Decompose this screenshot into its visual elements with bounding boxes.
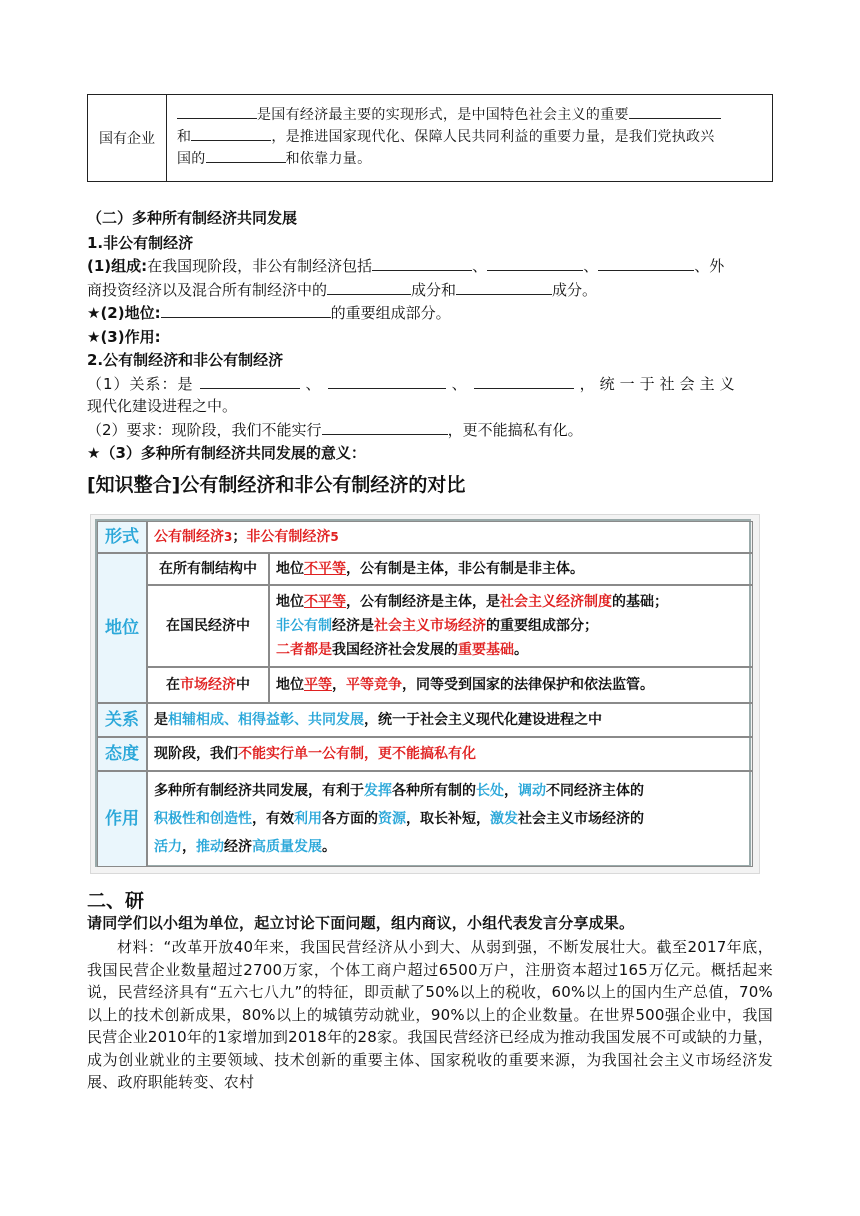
nonpublic-label: 非公有制经济	[246, 529, 331, 545]
fill-blank[interactable]	[328, 374, 446, 389]
highlight: 利用	[294, 811, 322, 827]
composition-line-2	[87, 280, 597, 300]
form-content	[147, 521, 753, 553]
table-header-cell: 国有企业	[88, 95, 167, 181]
fill-blank[interactable]	[177, 104, 257, 119]
material-paragraph: 材料：“改革开放40年来，我国民营经济从小到大、从弱到强，不断发展壮大。截至2017年底，我国民营企业数量超过2700万家，个体工商户超过6500万户，注册资本超过165万亿元。概括起来说，民营经济具有“五六七八九”的特征，即贡献了50%以上的税收，60%以上的国内生产总值，70%以上的技术创新成果，80%以上的城镇劳动就业，90%以上的企业数量。在世界500强企业中，我国民营企业2010年的1家增加到2018年的28家。我国民营经济已经成为推动我国发展不可或缺的力量，成为创业就业的主要领域、技术创新的重要主体、国家税收的重要来源，为我国社会主义市场经济发展、政府职能转变、农村	[87, 938, 773, 1091]
text: 多种所有制经济共同发展，有利于	[154, 783, 364, 799]
requirement-label: （2）要求	[87, 421, 157, 439]
highlight: 不平等	[304, 561, 346, 577]
text: 。	[322, 839, 336, 855]
subsection-title: 1.非公有制经济	[87, 234, 194, 252]
public-count: 3	[224, 530, 233, 544]
comparison-figure	[90, 514, 760, 874]
highlight: 相辅相成、相得益彰、共同发展	[168, 712, 364, 728]
highlight: 非公有制	[276, 618, 332, 634]
text: 经济	[224, 839, 252, 855]
composition-text: 在我国现阶段，非公有制经济包括	[147, 257, 373, 275]
subsection-title: 2.公有制经济和非公有制经济	[87, 351, 284, 369]
relation-line-2: 现代化建设进程之中。	[87, 397, 238, 415]
fill-blank[interactable]	[629, 104, 721, 119]
part-title: 二、研	[87, 890, 145, 912]
highlight: 社会主义经济制度	[500, 594, 612, 610]
fill-blank[interactable]	[456, 280, 552, 295]
text: ，有效	[252, 811, 294, 827]
public-label: 公有制经济	[154, 529, 224, 545]
highlight: 市场经济	[180, 677, 236, 693]
attitude-content	[147, 737, 753, 771]
nonpublic-count: 5	[330, 530, 339, 544]
integration-title: [知识整合]公有制经济和非公有制经济的对比	[87, 474, 466, 496]
status-label: ★(2)地位:	[87, 304, 161, 322]
table-text: ，是推进国家现代化、保障人民共同利益的重要力量，是我们党执政兴	[271, 129, 715, 145]
text: 现阶段，我们	[154, 746, 238, 762]
separator: 、	[451, 375, 468, 393]
highlight: 资源	[378, 811, 406, 827]
highlight: 推动	[196, 839, 224, 855]
effect-line-2	[154, 805, 644, 833]
requirement-text: ，更不能搞私有化。	[447, 421, 583, 439]
separator: 、	[583, 257, 599, 275]
composition-text: 商投资经济以及混合所有制经济中的	[87, 281, 328, 299]
text: ，取长补短，	[406, 811, 490, 827]
fill-blank[interactable]	[161, 303, 331, 318]
composition-text: 、外	[694, 257, 725, 275]
status-structure-content	[269, 553, 753, 585]
separator: 、	[472, 257, 488, 275]
text: 。	[514, 642, 528, 658]
fill-blank[interactable]	[598, 256, 694, 271]
highlight: 发挥	[364, 783, 392, 799]
fill-blank[interactable]	[474, 374, 574, 389]
fill-blank[interactable]	[322, 420, 448, 435]
relation-text: ，统一于社会主义	[579, 375, 740, 393]
figure-frame	[95, 519, 751, 867]
table-text: 国的	[177, 151, 206, 167]
fill-blank[interactable]	[487, 256, 583, 271]
text: ，同等受到国家的法律保护和依法监管。	[402, 677, 654, 693]
relation-content	[147, 703, 753, 737]
category-attitude: 态度	[97, 737, 147, 771]
highlight: 活力	[154, 839, 182, 855]
status-economy-line-2	[276, 614, 598, 638]
highlight: 不平等	[304, 594, 346, 610]
status-line	[87, 303, 451, 323]
separator: 、	[305, 375, 322, 393]
table-text: 和依靠力量。	[285, 151, 372, 167]
composition-line	[87, 256, 724, 276]
fill-blank[interactable]	[206, 148, 286, 163]
text: 地位	[276, 677, 304, 693]
requirement-text: ：现阶段，我们不能实行	[156, 421, 322, 439]
text: ，	[332, 677, 346, 693]
category-relation: 关系	[97, 703, 147, 737]
highlight: 平等竞争	[346, 677, 402, 693]
status-sub-economy: 在国民经济中	[147, 585, 269, 667]
meaning-heading: ★（3）多种所有制经济共同发展的意义：	[87, 444, 366, 462]
requirement-line	[87, 420, 583, 440]
status-sub-structure: 在所有制结构中	[147, 553, 269, 585]
highlight: 积极性和创造性	[154, 811, 252, 827]
highlight: 激发	[490, 811, 518, 827]
state-owned-enterprise-table	[87, 94, 773, 182]
highlight: 平等	[304, 677, 332, 693]
composition-text: 成分。	[552, 281, 598, 299]
highlight: 调动	[518, 783, 546, 799]
fill-blank[interactable]	[200, 374, 300, 389]
effect-line-1	[154, 777, 644, 805]
status-market-content	[269, 667, 753, 703]
category-form: 形式	[97, 521, 147, 553]
text: 社会主义市场经济的	[518, 811, 644, 827]
text: ，公有制经济是主体，是	[346, 594, 500, 610]
section-title: （二）多种所有制经济共同发展	[87, 209, 298, 227]
text: ，	[504, 783, 518, 799]
text: 地位	[276, 561, 304, 577]
text: 在	[166, 677, 180, 693]
highlight: 不能实行单一公有制，更不能搞私有化	[238, 746, 476, 762]
relation-label: （1）关系：是	[87, 375, 194, 393]
status-economy-line-1	[276, 590, 668, 614]
highlight: 长处	[476, 783, 504, 799]
category-status: 地位	[97, 553, 147, 703]
status-economy-content	[269, 585, 753, 667]
status-text: 的重要组成部分。	[330, 304, 451, 322]
table-text: 和	[177, 129, 192, 145]
fill-blank[interactable]	[372, 256, 472, 271]
separator: ；	[232, 529, 247, 545]
text: ，统一于社会主义现代化建设进程之中	[364, 712, 602, 728]
instruction: 请同学们以小组为单位，起立讨论下面问题，组内商议，小组代表发言分享成果。	[87, 914, 635, 932]
highlight: 二者都是	[276, 642, 332, 658]
table-body-cell	[167, 95, 772, 181]
fill-blank[interactable]	[327, 280, 411, 295]
relation-line	[87, 374, 740, 394]
text: 地位	[276, 594, 304, 610]
role-label: ★(3)作用:	[87, 328, 161, 346]
text: 各种所有制的	[392, 783, 476, 799]
status-economy-line-3	[276, 638, 528, 662]
text: ，	[182, 839, 196, 855]
text: 不同经济主体的	[546, 783, 644, 799]
text: 中	[236, 677, 250, 693]
text: 各方面的	[322, 811, 378, 827]
composition-text: 成分和	[411, 281, 457, 299]
text: ，公有制是主体，非公有制是非主体。	[346, 561, 584, 577]
text: 是	[154, 712, 168, 728]
text: 我国经济社会发展的	[332, 642, 458, 658]
effect-line-3	[154, 833, 336, 861]
category-effect: 作用	[97, 771, 147, 867]
highlight: 高质量发展	[252, 839, 322, 855]
text: 的基础；	[612, 594, 668, 610]
fill-blank[interactable]	[191, 126, 271, 141]
table-text: 是国有经济最主要的实现形式，是中国特色社会主义的重要	[257, 107, 629, 123]
effect-content	[147, 771, 753, 867]
highlight: 社会主义市场经济	[374, 618, 486, 634]
highlight: 重要基础	[458, 642, 514, 658]
composition-label: (1)组成:	[87, 257, 148, 275]
status-sub-market	[147, 667, 269, 703]
text: 的重要组成部分；	[486, 618, 598, 634]
text: 经济是	[332, 618, 374, 634]
